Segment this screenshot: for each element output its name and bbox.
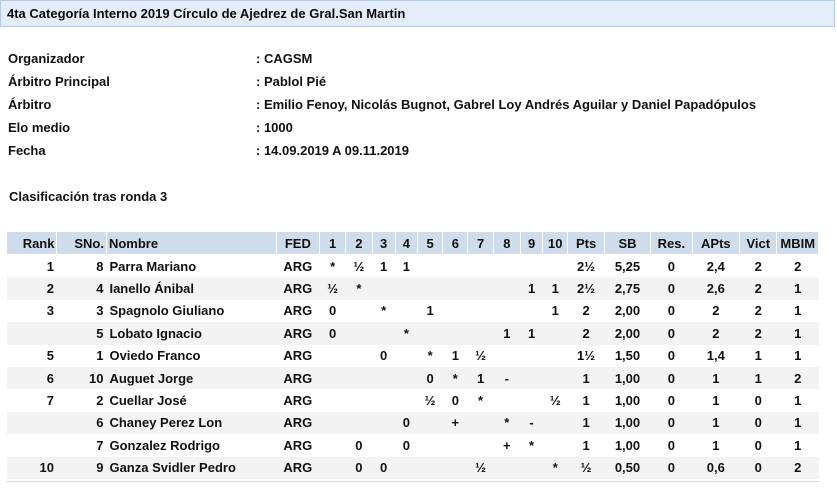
fed-cell: ARG xyxy=(283,258,313,274)
round-cell xyxy=(417,255,442,278)
apts-cell: 2 xyxy=(692,322,739,344)
vict-cell: 0 xyxy=(754,437,762,453)
round-cell xyxy=(520,389,542,411)
round-cell xyxy=(493,389,520,411)
round-cell xyxy=(468,412,493,434)
sno-cell: 3 xyxy=(96,303,104,319)
tournament-title: 4ta Categoría Interno 2019 Círculo de Ajedrez de Gral.San Martin xyxy=(7,6,406,21)
round-cell: * xyxy=(543,457,568,479)
fed-cell: ARG xyxy=(276,277,319,299)
sb-cell: 1,00 xyxy=(604,367,650,389)
col-header-round: 7 xyxy=(468,232,493,255)
round-cell xyxy=(543,322,568,344)
round-cell: * xyxy=(427,348,433,364)
apts-cell: 1 xyxy=(712,393,720,409)
round-cell xyxy=(346,322,372,344)
round-cell xyxy=(372,434,395,456)
round-cell xyxy=(395,300,417,322)
header-row xyxy=(7,232,819,255)
sno-cell: 7 xyxy=(96,437,104,453)
mbim-cell: 1 xyxy=(794,303,802,319)
mbim-cell: 1 xyxy=(794,348,802,364)
round-cell xyxy=(543,345,568,367)
round-cell xyxy=(395,367,417,389)
round-cell: ½ xyxy=(468,457,493,479)
mbim-cell: 2 xyxy=(794,258,802,274)
round-cell xyxy=(372,277,395,299)
round-cell xyxy=(320,389,346,411)
info-label: Árbitro xyxy=(8,97,52,112)
round-cell xyxy=(320,412,346,434)
round-cell xyxy=(395,345,417,367)
round-cell xyxy=(543,412,568,434)
round-cell: * xyxy=(346,277,372,299)
round-cell xyxy=(493,277,520,299)
sno-cell: 4 xyxy=(57,277,106,299)
fed-cell: ARG xyxy=(276,412,319,434)
table-bottom-rule xyxy=(6,481,819,482)
round-cell xyxy=(417,412,442,434)
round-cell xyxy=(395,277,417,299)
sb-cell: 5,25 xyxy=(614,258,641,274)
round-cell xyxy=(346,412,372,434)
round-cell: 1 xyxy=(520,277,542,299)
res-cell: 0 xyxy=(667,437,676,453)
sno-cell: 10 xyxy=(57,367,106,389)
round-cell xyxy=(520,345,542,367)
round-cell xyxy=(443,457,468,479)
pts-cell: 2 xyxy=(582,303,590,319)
apts-cell: 1 xyxy=(692,367,739,389)
apts-cell: 2,6 xyxy=(692,277,739,299)
standings-subtitle: Clasificación tras ronda 3 xyxy=(9,189,168,204)
round-cell xyxy=(372,389,395,411)
round-cell xyxy=(346,345,372,367)
round-cell xyxy=(443,322,468,344)
info-label: Fecha xyxy=(8,143,46,158)
standings-table xyxy=(6,231,819,479)
rank-cell xyxy=(7,434,57,456)
round-cell: * xyxy=(443,367,468,389)
round-cell: - xyxy=(493,367,520,389)
round-cell xyxy=(468,255,493,278)
round-cell: * xyxy=(330,258,336,274)
res-cell: 0 xyxy=(651,457,692,479)
col-header-sb: SB xyxy=(604,232,650,255)
name-cell: Ianello Ánibal xyxy=(106,277,276,299)
pts-cell: 2 xyxy=(568,322,604,344)
round-cell xyxy=(520,367,542,389)
round-cell xyxy=(417,277,442,299)
sno-cell: 8 xyxy=(96,258,104,274)
col-header-sno: SNo. xyxy=(57,232,106,255)
round-cell xyxy=(493,300,520,322)
col-header-rank: Rank xyxy=(7,232,57,255)
round-cell: 0 xyxy=(417,367,442,389)
sno-cell: 6 xyxy=(57,412,106,434)
col-header-fed: FED xyxy=(276,232,319,255)
sb-cell: 1,00 xyxy=(614,393,641,409)
round-cell xyxy=(520,300,542,322)
sb-cell: 2,75 xyxy=(604,277,650,299)
info-label: Árbitro Principal xyxy=(8,74,110,89)
mbim-cell: 2 xyxy=(777,457,819,479)
round-cell xyxy=(320,345,346,367)
round-cell xyxy=(468,300,493,322)
round-cell xyxy=(395,389,417,411)
table-row xyxy=(7,457,819,479)
col-header-round: 5 xyxy=(417,232,442,255)
pts-cell: 2½ xyxy=(577,258,596,274)
sb-cell: 0,50 xyxy=(604,457,650,479)
col-header-round: 3 xyxy=(372,232,395,255)
name-cell: Lobato Ignacio xyxy=(106,322,276,344)
vict-cell: 1 xyxy=(754,348,762,364)
fed-cell: ARG xyxy=(283,437,313,453)
col-header-name: Nombre xyxy=(106,232,276,255)
fed-cell: ARG xyxy=(283,393,313,409)
name-cell: Spagnolo Giuliano xyxy=(109,303,225,319)
col-header-round: 4 xyxy=(395,232,417,255)
round-cell xyxy=(468,277,493,299)
info-label: Organizador xyxy=(8,51,85,66)
round-cell: * xyxy=(529,437,535,453)
round-cell: 1 xyxy=(402,258,410,274)
fed-cell: ARG xyxy=(276,367,319,389)
vict-cell: 2 xyxy=(754,258,762,274)
col-header-round: 1 xyxy=(320,232,346,255)
round-cell: * xyxy=(395,322,417,344)
round-cell xyxy=(346,389,372,411)
name-cell: Parra Mariano xyxy=(109,258,197,274)
round-cell xyxy=(346,300,372,322)
info-value: : Pablol Pié xyxy=(256,74,327,89)
apts-cell: 1 xyxy=(712,437,720,453)
fed-cell: ARG xyxy=(283,303,313,319)
rank-cell: 7 xyxy=(46,393,54,409)
round-cell: + xyxy=(443,412,468,434)
tournament-title-bar xyxy=(0,0,835,27)
round-cell xyxy=(417,322,442,344)
pts-cell: 1 xyxy=(568,412,604,434)
table-row xyxy=(7,389,819,411)
pts-cell: 2½ xyxy=(568,277,604,299)
info-value: : Emilio Fenoy, Nicolás Bugnot, Gabrel Loy Andrés Aguilar y Daniel Papadópulos xyxy=(256,97,757,112)
round-cell: ½ xyxy=(353,258,365,274)
res-cell: 0 xyxy=(651,322,692,344)
sb-cell: 1,00 xyxy=(614,437,641,453)
table-row xyxy=(7,322,819,344)
round-cell: 1 xyxy=(520,322,542,344)
round-cell: 1 xyxy=(451,348,459,364)
table-row xyxy=(7,300,819,322)
round-cell xyxy=(443,434,468,456)
col-header-round: 6 xyxy=(443,232,468,255)
round-cell: 1 xyxy=(426,303,434,319)
round-cell xyxy=(417,434,442,456)
round-cell: 0 xyxy=(380,348,388,364)
sb-cell: 2,00 xyxy=(614,303,641,319)
round-cell: 0 xyxy=(402,437,410,453)
sno-cell: 9 xyxy=(57,457,106,479)
table-row xyxy=(7,412,819,434)
col-header-res: Res. xyxy=(651,232,692,255)
res-cell: 0 xyxy=(651,277,692,299)
round-cell xyxy=(443,255,468,278)
table-row xyxy=(7,255,819,278)
vict-cell: 2 xyxy=(740,322,777,344)
round-cell xyxy=(520,457,542,479)
name-cell: Gonzalez Rodrigo xyxy=(109,437,220,453)
mbim-cell: 1 xyxy=(777,412,819,434)
col-header-pts: Pts xyxy=(568,232,604,255)
apts-cell: 0,6 xyxy=(692,457,739,479)
rank-cell xyxy=(7,322,57,344)
pts-cell: ½ xyxy=(568,457,604,479)
rank-cell: 1 xyxy=(46,258,54,274)
round-cell: - xyxy=(520,412,542,434)
sno-cell: 2 xyxy=(96,393,104,409)
round-cell: 0 xyxy=(451,393,459,409)
round-cell: 1 xyxy=(551,303,559,319)
vict-cell: 0 xyxy=(754,393,762,409)
round-cell xyxy=(372,367,395,389)
fed-cell: ARG xyxy=(283,348,313,364)
pts-cell: 1 xyxy=(568,367,604,389)
res-cell: 0 xyxy=(667,258,676,274)
vict-cell: 0 xyxy=(740,457,777,479)
col-header-round: 10 xyxy=(543,232,568,255)
round-cell: ½ xyxy=(424,393,436,409)
round-cell: 1 xyxy=(380,258,388,274)
round-cell: 0 xyxy=(395,412,417,434)
vict-cell: 2 xyxy=(754,303,762,319)
rank-cell: 2 xyxy=(7,277,57,299)
apts-cell: 2,4 xyxy=(706,258,725,274)
round-cell xyxy=(543,434,568,456)
round-cell: 0 xyxy=(320,322,346,344)
round-cell xyxy=(468,322,493,344)
rank-cell: 3 xyxy=(46,303,54,319)
sb-cell: 1,00 xyxy=(604,412,650,434)
round-cell xyxy=(493,457,520,479)
apts-cell: 1 xyxy=(692,412,739,434)
mbim-cell: 1 xyxy=(777,277,819,299)
mbim-cell: 2 xyxy=(777,367,819,389)
info-label: Elo medio xyxy=(8,120,71,135)
vict-cell: 2 xyxy=(740,277,777,299)
col-header-mbim: MBIM xyxy=(777,232,819,255)
res-cell: 0 xyxy=(667,348,676,364)
round-cell: 0 xyxy=(346,457,372,479)
round-cell xyxy=(443,277,468,299)
fed-cell: ARG xyxy=(276,322,319,344)
round-cell xyxy=(443,300,468,322)
name-cell: Auguet Jorge xyxy=(106,367,276,389)
pts-cell: 1 xyxy=(582,393,590,409)
table-row xyxy=(7,367,819,389)
round-cell: + xyxy=(503,437,511,453)
round-cell xyxy=(320,457,346,479)
round-cell: 1 xyxy=(493,322,520,344)
round-cell xyxy=(543,255,568,278)
vict-cell: 1 xyxy=(740,367,777,389)
round-cell xyxy=(543,367,568,389)
round-cell xyxy=(493,345,520,367)
round-cell xyxy=(493,255,520,278)
table-row xyxy=(7,434,819,456)
pts-cell: 1 xyxy=(582,437,590,453)
round-cell: 1 xyxy=(468,367,493,389)
name-cell: Oviedo Franco xyxy=(109,348,201,364)
rank-cell: 6 xyxy=(7,367,57,389)
info-value: : 1000 xyxy=(256,120,293,135)
round-cell: * xyxy=(478,393,484,409)
sno-cell: 1 xyxy=(96,348,104,364)
res-cell: 0 xyxy=(667,393,676,409)
round-cell xyxy=(372,412,395,434)
res-cell: 0 xyxy=(651,412,692,434)
info-value: : CAGSM xyxy=(256,51,313,66)
round-cell xyxy=(346,367,372,389)
round-cell xyxy=(417,457,442,479)
round-cell xyxy=(395,457,417,479)
round-cell: ½ xyxy=(320,277,346,299)
table-row xyxy=(7,345,819,367)
sb-cell: 2,00 xyxy=(604,322,650,344)
round-cell: ½ xyxy=(549,393,561,409)
round-cell: 0 xyxy=(329,303,337,319)
res-cell: 0 xyxy=(667,303,676,319)
rank-cell xyxy=(7,412,57,434)
round-cell: * xyxy=(381,303,387,319)
round-cell xyxy=(468,434,493,456)
mbim-cell: 1 xyxy=(777,322,819,344)
round-cell xyxy=(520,255,542,278)
info-value: : 14.09.2019 A 09.11.2019 xyxy=(256,143,409,158)
round-cell xyxy=(320,367,346,389)
col-header-round: 9 xyxy=(520,232,542,255)
sno-cell: 5 xyxy=(57,322,106,344)
table-row xyxy=(7,277,819,299)
round-cell: 0 xyxy=(372,457,395,479)
mbim-cell: 1 xyxy=(794,393,802,409)
pts-cell: 1½ xyxy=(577,348,596,364)
apts-cell: 1,4 xyxy=(706,348,725,364)
res-cell: 0 xyxy=(651,367,692,389)
round-cell xyxy=(320,434,346,456)
round-cell: 1 xyxy=(543,277,568,299)
name-cell: Cuellar José xyxy=(109,393,187,409)
col-header-vict: Vict xyxy=(740,232,777,255)
rank-cell: 5 xyxy=(46,348,54,364)
rank-cell: 10 xyxy=(7,457,57,479)
col-header-round: 8 xyxy=(493,232,520,255)
round-cell: 0 xyxy=(355,437,363,453)
fed-cell: ARG xyxy=(276,457,319,479)
apts-cell: 2 xyxy=(712,303,720,319)
name-cell: Chaney Perez Lon xyxy=(106,412,276,434)
round-cell: * xyxy=(493,412,520,434)
round-cell xyxy=(372,322,395,344)
col-header-apts: APts xyxy=(692,232,739,255)
vict-cell: 0 xyxy=(740,412,777,434)
name-cell: Ganza Svidler Pedro xyxy=(106,457,276,479)
col-header-round: 2 xyxy=(346,232,372,255)
round-cell: ½ xyxy=(475,348,486,364)
mbim-cell: 1 xyxy=(794,437,802,453)
sb-cell: 1,50 xyxy=(614,348,641,364)
